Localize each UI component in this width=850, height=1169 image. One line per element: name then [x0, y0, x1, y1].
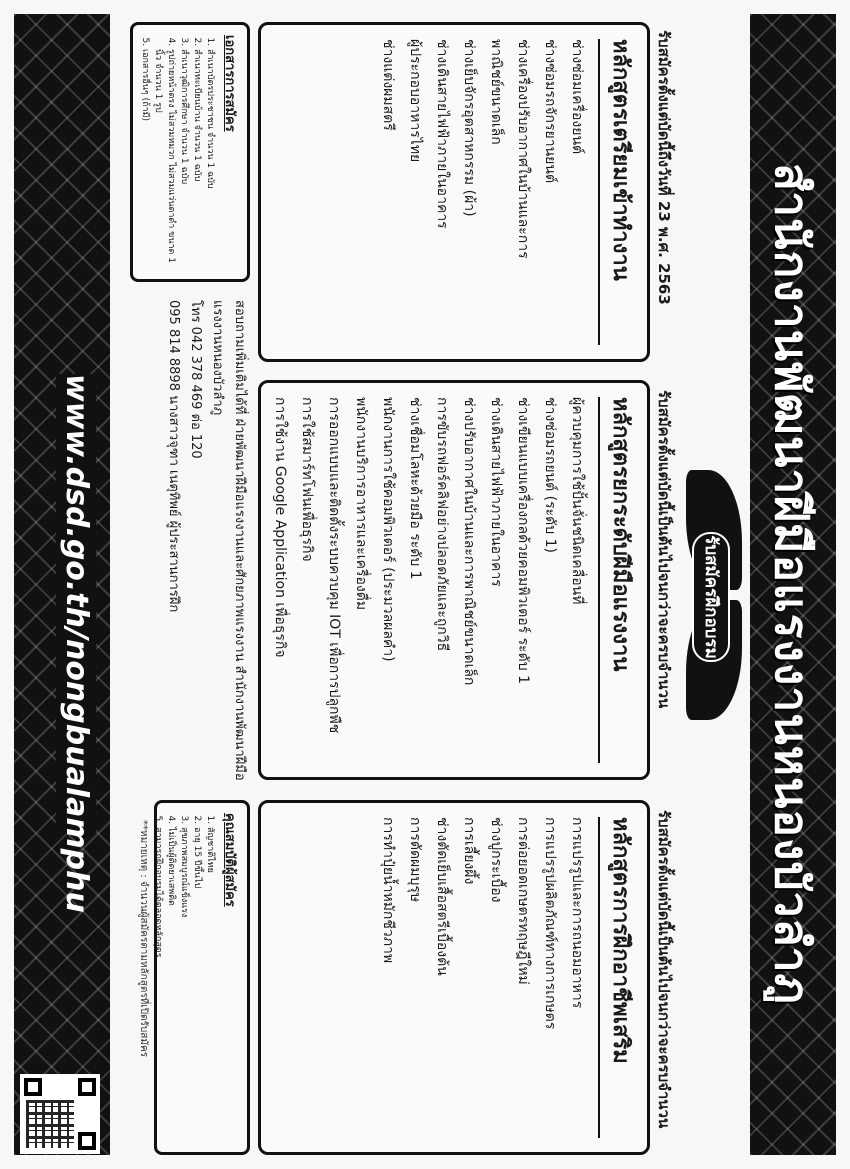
documents-title: เอกสารการสมัคร: [222, 35, 237, 132]
qr-corner: [24, 1078, 42, 1096]
course-item: พาณิชย์ขนาดเล็ก: [488, 39, 504, 145]
footer-banner: [14, 14, 110, 1155]
qualification-item: 4. ไม่เป็นผู้ติดยาเสพติด: [164, 827, 177, 1142]
documents-box: [130, 22, 250, 282]
course-title: หลักสูตรเตรียมเข้าทำงาน: [598, 39, 639, 345]
course-item: การขับรถฟอร์คลิฟอย่างปลอดภัยและถูกวิธี: [434, 397, 450, 652]
contact-line: สอบถามเพิ่มเติมได้ที่ ฝ่ายพัฒนาฝีมือแรงงานและศักยภาพแรงงาน สำนักงานพัฒนาฝีมือแรงงานหนองบัวลำภู: [210, 300, 247, 781]
course-item: ช่างเดินสายไฟฟ้าภายในอาคาร: [488, 397, 504, 587]
page-title: สำนักงานพัฒนาฝีมือแรงงานหนองบัวลำภู: [765, 163, 819, 1005]
course-item: การต่อยอดเกษตรทฤษฎีใหม่: [515, 817, 531, 985]
course-item: การแปรรูปผลิตภัณฑ์ทางการเกษตร: [542, 817, 558, 1030]
document-item: 1. สำเนาบัตรประชาชน จำนวน 1 ฉบับ: [203, 49, 216, 269]
qualifications-title: คุณสมบัติผู้สมัคร: [222, 813, 237, 907]
header-banner: [750, 14, 836, 1155]
course-item: ช่างซ่อมเครื่องยนต์: [569, 39, 585, 155]
course-item: ช่างซ่อมรถจักรยานยนต์: [542, 39, 558, 184]
course-item: การเลี้ยงผึ้ง: [461, 817, 477, 885]
course-box-upskill: [258, 380, 650, 780]
course-item: พนักงานบริการอาหารและเครื่องดื่ม: [353, 397, 369, 611]
remark-note: **หมายเหตุ : จำนวนผู้สมัครตามหลักสูตรที่เปิดรับสมัคร: [138, 820, 149, 1058]
course-item: ช่างเครื่องปรับอากาศในบ้านและการ: [515, 39, 531, 259]
qualifications-box: [154, 800, 250, 1155]
course-item: ช่างเชื่อมโลหะด้วยมือ ระดับ 1: [407, 397, 423, 580]
qr-corner: [78, 1078, 96, 1096]
qr-code-icon: [20, 1074, 100, 1154]
registration-badge: [684, 470, 742, 720]
course-item: ผู้ประกอบอาหารไทย: [407, 39, 423, 163]
course-item: ช่างแต่งผมสตรี: [380, 39, 396, 131]
course-item: การใช้งาน Google Application เพื่อธุรกิจ: [272, 397, 288, 658]
course-item: ช่างปูกระเบื้อง: [488, 817, 504, 903]
course-item: การใช้สมาร์ทโฟนเพื่อธุรกิจ: [299, 397, 315, 562]
course-item: การออกแบบและติดตั้งระบบควบคุม IOT เพื่อการปลูกพืช: [326, 397, 342, 734]
contact-phone-2: 095 814 8898 นางสาวจุฑา เนตุทิพย์ ผู้ประสานการฝึก: [166, 300, 181, 613]
course-item: การแปรรูปและการถนอมอาหาร: [569, 817, 585, 1009]
website-link[interactable]: www.dsd.go.th/nongbualamphu: [56, 374, 96, 834]
course-item: พนักงานการใช้คอมพิวเตอร์ (ประมวลผลคำ): [380, 397, 396, 662]
qr-pattern: [26, 1100, 74, 1148]
course-title: หลักสูตรยกระดับฝีมือแรงงาน: [598, 397, 639, 763]
document-item: 3. สำเนาวุฒิการศึกษา จำนวน 1 ฉบับ: [177, 49, 190, 269]
course-item: ช่างเขียนแบบเครื่องกลด้วยคอมพิวเตอร์ ระดับ 1: [515, 397, 531, 684]
document-item: 5. เอกสารอื่นๆ (ถ้ามี): [138, 49, 151, 269]
contact-phone: โทร 042 378 469 ต่อ 120: [188, 300, 203, 459]
course-item: ช่างเย็บจักรอุตสาหกรรม (ผ้า): [461, 39, 477, 217]
qualification-item: 1. สัญชาติไทย: [203, 827, 216, 1142]
document-item: 2. สำเนาทะเบียนบ้าน จำนวน 1 ฉบับ: [190, 49, 203, 269]
document-item: 4. รูปถ่ายหน้าตรง ไม่สวมหมวก ไม่สวมแว่นตาดำ ขนาด 1 นิ้ว จำนวน 1 รูป: [151, 49, 177, 269]
course-item: ช่างปรับอากาศในบ้านและการพาณิชย์ขนาดเล็ก: [461, 397, 477, 686]
course-item: ช่างซ่อมรถยนต์ (ระดับ 1): [542, 397, 558, 553]
course-title: หลักสูตรการฝึกอาชีพเสริม: [598, 817, 639, 1138]
qr-corner: [78, 1132, 96, 1150]
contact-block: [130, 300, 250, 790]
course-box-preparation: [258, 22, 650, 362]
column-3-header: รับสมัครตั้งแต่บัดนี้เป็นต้นไปจนกว่าจะครบจำนวน: [655, 810, 673, 1129]
qualification-item: 5. สามารถฝึกอบรมได้ตลอดหลักสูตร: [151, 827, 164, 1142]
column-2-header: รับสมัครตั้งแต่บัดนี้เป็นต้นไปจนกว่าจะครบจำนวน: [655, 390, 673, 709]
course-box-supplementary: [258, 800, 650, 1155]
course-item: ผู้ควบคุมการใช้ปั้นจั่นชนิดเคลื่อนที่: [569, 397, 585, 605]
qualification-item: 2. อายุ 15 ปีขึ้นไป: [190, 827, 203, 1142]
course-item: การตัดผมบุรุษ: [407, 817, 423, 903]
course-item: ช่างเดินสายไฟฟ้าภายในอาคาร: [434, 39, 450, 229]
course-item: ช่างตัดเย็บเสื้อสตรีเบื้องต้น: [434, 817, 450, 976]
column-1-header: รับสมัครตั้งแต่บัดนี้ถึงวันที่ 23 พ.ศ. 2563: [655, 30, 673, 305]
badge-label: รับสมัครฝึกอบรม: [692, 532, 730, 662]
course-item: การทำปุ๋ยน้ำหมักชีวภาพ: [380, 817, 396, 964]
qualification-item: 3. สุขภาพสมบูรณ์แข็งแรง: [177, 827, 190, 1142]
